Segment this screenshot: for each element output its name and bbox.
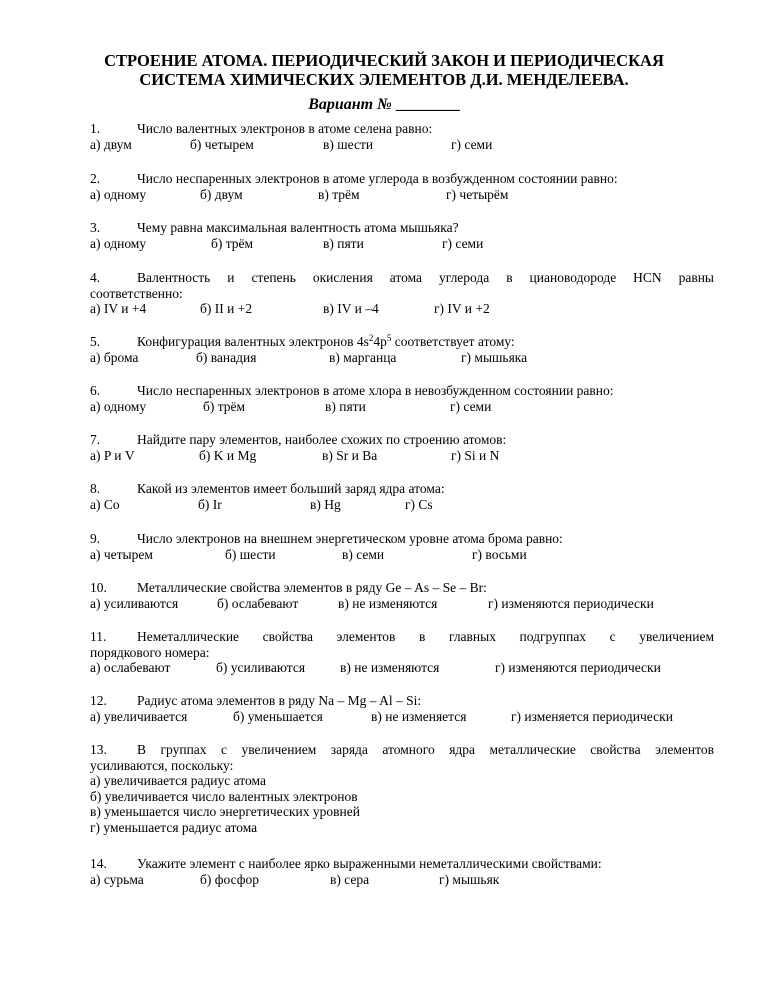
title-line-2: СИСТЕМА ХИМИЧЕСКИХ ЭЛЕМЕНТОВ Д.И. МЕНДЕЛЕЕВА.	[139, 70, 629, 89]
option-c: в) IV и –4	[323, 301, 379, 316]
option-b: б) II и +2	[200, 301, 253, 316]
question-number: 5.	[90, 334, 101, 349]
option-a: а) двум	[90, 136, 132, 152]
options-row	[90, 236, 714, 252]
option-d: г) изменяются периодически	[488, 595, 654, 611]
page-title	[60, 51, 708, 89]
option-d: г) IV и +2	[434, 301, 490, 316]
question-stem: Радиус атома элементов в ряду Na – Mg – Al – Si:	[137, 693, 422, 708]
question-stem: Найдите пару элементов, наиболее схожих по строению атомов:	[137, 432, 507, 447]
option-c: в) Sr и Ba	[322, 447, 378, 463]
variant-line	[0, 95, 768, 114]
question-stem: Металлические свойства элементов в ряду Ge – As – Se – Br:	[137, 580, 487, 595]
question-13	[90, 742, 714, 835]
option-a: а) ослабевают	[90, 660, 171, 675]
question-12	[90, 693, 714, 724]
option-b: б) Ir	[198, 496, 222, 512]
option-a: а) IV и +4	[90, 301, 147, 316]
option-b: б) двум	[200, 186, 243, 202]
question-2	[90, 171, 714, 202]
option-d: г) мышьяка	[461, 349, 528, 365]
question-stem: Чему равна максимальная валентность атома мышьяка?	[137, 220, 459, 235]
option-a: а) одному	[90, 398, 147, 414]
option-a: а) увеличивается радиус атома	[90, 773, 266, 788]
option-a: а) увеличивается	[90, 708, 188, 724]
option-d: г) изменяется периодически	[511, 708, 673, 724]
question-number: 3.	[90, 220, 101, 235]
question-stem-continued: соответственно:	[90, 285, 183, 301]
option-d: г) изменяются периодически	[495, 660, 661, 675]
question-stem: Валентность и степень окисления атома углерода в циановодороде HCN равны	[137, 270, 714, 285]
question-stem: Укажите элемент с наиболее ярко выраженными неметаллическими свойствами:	[137, 856, 602, 871]
option-d: г) мышьяк	[439, 871, 500, 887]
option-c: в) не изменяется	[371, 708, 467, 724]
question-1	[90, 121, 714, 152]
question-9	[90, 531, 714, 562]
option-c: в) пяти	[323, 235, 364, 251]
option-d: г) Cs	[405, 496, 433, 512]
superscript: 2	[368, 333, 374, 343]
question-10	[90, 580, 714, 611]
option-c: в) сера	[330, 871, 370, 887]
option-c: в) шести	[323, 136, 374, 152]
option-c: в) не изменяются	[340, 660, 440, 675]
options-row	[90, 137, 714, 153]
question-number: 9.	[90, 531, 101, 546]
question-number: 4.	[90, 270, 101, 285]
options-row	[90, 709, 714, 725]
option-c: в) пяти	[325, 398, 366, 414]
stem-part: Конфигурация валентных электронов 4s	[137, 334, 369, 349]
option-d: г) семи	[450, 398, 492, 414]
question-stem: Число электронов на внешнем энергетическом уровне атома брома равно:	[137, 531, 563, 546]
question-number: 11.	[90, 629, 107, 644]
question-stem: Неметаллические свойства элементов в главных подгруппах с увеличением	[137, 629, 714, 644]
question-stem-continued: порядкового номера:	[90, 644, 210, 660]
option-b: б) шести	[225, 546, 276, 562]
question-number: 12.	[90, 693, 107, 708]
question-stem: Число неспаренных электронов в атоме хлора в невозбужденном состоянии равно:	[137, 383, 614, 398]
question-8	[90, 481, 714, 512]
question-7	[90, 432, 714, 463]
options-row	[90, 660, 714, 676]
option-b: б) K и Mg	[199, 447, 257, 463]
question-number: 14.	[90, 856, 107, 871]
option-d: г) четырём	[446, 186, 509, 202]
option-c: в) уменьшается число энергетических уровней	[90, 804, 360, 819]
option-d: г) семи	[451, 136, 493, 152]
option-b: б) четырем	[190, 136, 254, 152]
option-b: б) увеличивается число валентных электронов	[90, 788, 358, 804]
options-row	[90, 399, 714, 415]
options-row	[90, 301, 714, 317]
option-b: б) фосфор	[200, 871, 259, 887]
option-d: г) семи	[442, 235, 484, 251]
question-11	[90, 629, 714, 676]
option-c: в) Hg	[310, 496, 341, 512]
question-stem: Число неспаренных электронов в атоме углерода в возбужденном состоянии равно:	[137, 171, 618, 186]
question-number: 10.	[90, 580, 107, 595]
option-c: в) трём	[318, 186, 360, 202]
option-b: б) уменьшается	[233, 708, 323, 724]
question-number: 2.	[90, 171, 101, 186]
option-a: а) P и V	[90, 447, 135, 463]
superscript: 5	[386, 333, 392, 343]
options-row	[90, 596, 714, 612]
option-a: а) Co	[90, 496, 120, 512]
option-b: б) ванадия	[196, 349, 257, 365]
option-c: в) не изменяются	[338, 595, 438, 611]
question-number: 1.	[90, 121, 101, 136]
question-stem: Какой из элементов имеет больший заряд ядра атома:	[137, 481, 445, 496]
option-b: б) трём	[203, 398, 246, 414]
variant-blank: ________	[395, 96, 460, 113]
question-number: 8.	[90, 481, 101, 496]
options-row	[90, 497, 714, 513]
options-row	[90, 872, 714, 888]
question-4	[90, 270, 714, 317]
question-3	[90, 220, 714, 251]
options-row	[90, 547, 714, 563]
option-a: а) усиливаются	[90, 595, 179, 611]
option-d: г) Si и N	[451, 447, 500, 463]
option-d: г) восьми	[472, 546, 527, 562]
option-a: а) брома	[90, 349, 139, 365]
question-stem	[137, 334, 515, 350]
question-5	[90, 334, 714, 365]
question-14	[90, 856, 714, 887]
option-a: а) сурьма	[90, 871, 144, 887]
question-stem: Число валентных электронов в атоме селена равно:	[137, 121, 433, 136]
options-row	[90, 448, 714, 464]
title-line-1: СТРОЕНИЕ АТОМА. ПЕРИОДИЧЕСКИЙ ЗАКОН И ПЕРИОДИЧЕСКАЯ	[104, 51, 664, 70]
stem-part: соответствует атому:	[391, 334, 515, 349]
option-a: а) одному	[90, 186, 147, 202]
question-stem-continued: усиливаются, поскольку:	[90, 757, 234, 773]
option-a: а) четырем	[90, 546, 153, 562]
question-number: 13.	[90, 742, 107, 757]
option-a: а) одному	[90, 235, 147, 251]
options-row	[90, 350, 714, 366]
stem-part: 4p	[373, 334, 387, 349]
question-stem: В группах с увеличением заряда атомного ядра металлические свойства элементов	[137, 742, 714, 757]
variant-label: Вариант №	[308, 96, 392, 113]
question-6	[90, 383, 714, 414]
options-row	[90, 187, 714, 203]
option-b: б) ослабевают	[217, 595, 299, 611]
question-number: 6.	[90, 383, 101, 398]
option-c: в) семи	[342, 546, 385, 562]
question-number: 7.	[90, 432, 101, 447]
option-b: б) трём	[211, 235, 254, 251]
option-d: г) уменьшается радиус атома	[90, 819, 258, 835]
option-b: б) усиливаются	[216, 660, 306, 675]
option-c: в) марганца	[329, 349, 397, 365]
